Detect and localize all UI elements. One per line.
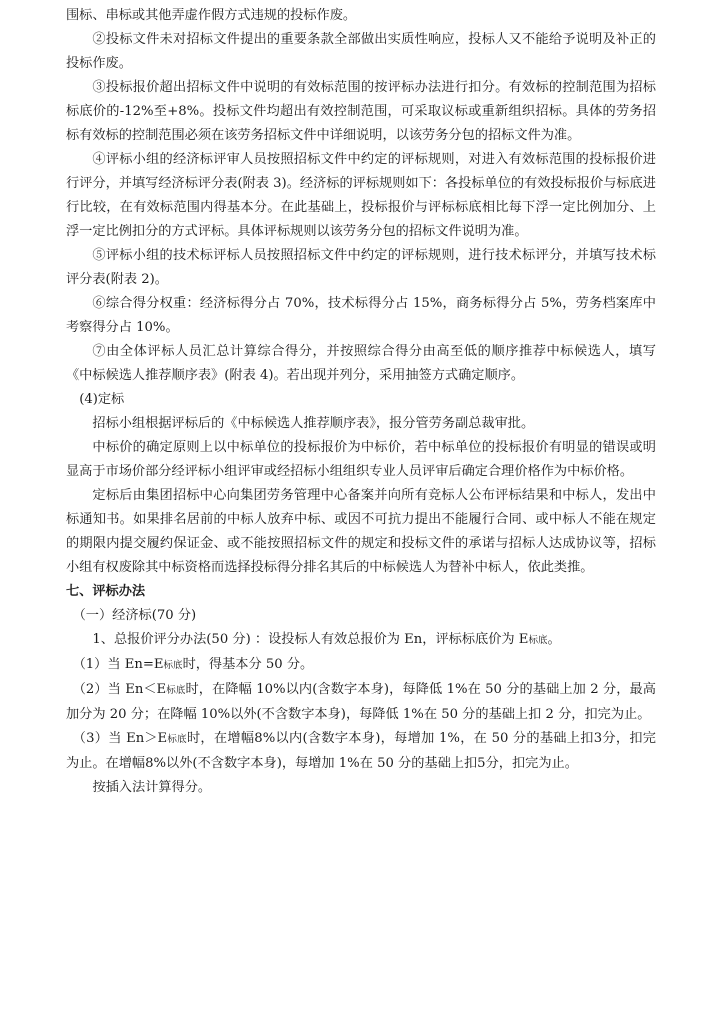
subscript: 标底: [163, 660, 183, 671]
text: 时，得基本分 50 分。: [182, 657, 314, 672]
subscript: 标底: [528, 635, 548, 646]
text: （3）当 En＞E: [72, 731, 168, 746]
paragraph: 招标小组根据评标后的《中标候选人推荐顺序表》，报分管劳务副总裁审批。: [92, 416, 535, 431]
section-heading: 七、评标办法: [66, 584, 146, 599]
text: 时，在增幅8%以内(含数字本身)，每增加 1%，在 50 分的基础上扣3分，扣完为止。在增幅8%以外(不含数字本身)，每增加 1%在 50 分的基础上扣5分，扣完为止。: [66, 731, 656, 771]
subsection-heading: （一）经济标(70 分): [72, 608, 197, 623]
paragraph: ⑦由全体评标人员汇总计算综合得分，并按照综合得分由高至低的顺序推荐中标候选人，填写《中标候选人推荐顺序表》(附表 4)。若出现并列分，采用抽签方式确定顺序。: [66, 344, 656, 383]
paragraph: 围标、串标或其他弄虚作假方式违规的投标作废。: [66, 8, 357, 23]
text: 。: [547, 632, 561, 647]
paragraph: 定标后由集团招标中心向集团劳务管理中心备案并向所有竞标人公布评标结果和中标人，发出中标通知书。如果排名居前的中标人放弃中标、或因不可抗力提出不能履行合同、或中标人不能在规定的期限内提交履约保证金、或不能按照招标文件的规定和投标文件的承诺与招标人达成协议等，招标小组有权废除其中标资格而选择投标得分排名其后的中标候选人为替补中标人，依此类推。: [66, 488, 656, 575]
paragraph: ⑥综合得分权重：经济标得分占 70%，技术标得分占 15%，商务标得分占 5%，劳务档案库中考察得分占 10%。: [66, 296, 656, 335]
paragraph: ③投标报价超出招标文件中说明的有效标范围的按评标办法进行扣分。有效标的控制范围为招标标底价的-12%至+8%。投标文件均超出有效控制范围，可采取议标或重新组织招标。具体的劳务招标有效标的控制范围必须在该劳务招标文件中详细说明，以该劳务分包的招标文件为准。: [66, 80, 656, 143]
document-page: [66, 4, 656, 800]
paragraph: ④评标小组的经济标评审人员按照招标文件中约定的评标规则，对进入有效标范围的投标报价进行评分，并填写经济标评分表(附表 3)。经济标的评标规则如下：各投标单位的有效投标报价与标底进行比较，在有效标范围内得基本分。在此基础上，投标报价与评标标底相比每下浮一定比例加分、上浮一定比例扣分的方式评标。具体评标规则以该劳务分包的招标文件说明为准。: [66, 152, 656, 239]
paragraph: ⑤评标小组的技术标评标人员按照招标文件中约定的评标规则，进行技术标评分，并填写技术标评分表(附表 2)。: [66, 248, 656, 287]
paragraph: 中标价的确定原则上以中标单位的投标报价为中标价，若中标单位的投标报价有明显的错误或明显高于市场价部分经评标小组评审或经招标小组组织专业人员评审后确定合理价格作为中标价格。: [66, 440, 656, 479]
text: 1、总报价评分办法(50 分) ：设投标人有效总报价为 En，评标标底价为 E: [92, 632, 529, 647]
text: （1）当 En=E: [72, 657, 164, 672]
paragraph: ②投标文件未对招标文件提出的重要条款全部做出实质性响应，投标人又不能给予说明及补正的投标作废。: [66, 32, 656, 71]
text: 时，在降幅 10%以内(含数字本身)，每降低 1%在 50 分的基础上加 2 分，最高加分为 20 分；在降幅 10%以外(不含数字本身)，每降低 1%在 50 分的基础上扣 2 分，扣完为止。: [66, 682, 656, 722]
text: （2）当 En＜E: [72, 682, 167, 697]
subscript: 标底: [167, 734, 187, 745]
paragraph: 按插入法计算得分。: [92, 780, 212, 795]
subsection-heading: (4)定标: [79, 392, 125, 407]
paragraph: [66, 678, 656, 727]
paragraph: [66, 727, 656, 776]
paragraph: [66, 653, 656, 678]
paragraph: [66, 628, 656, 653]
subscript: 标底: [166, 685, 186, 696]
